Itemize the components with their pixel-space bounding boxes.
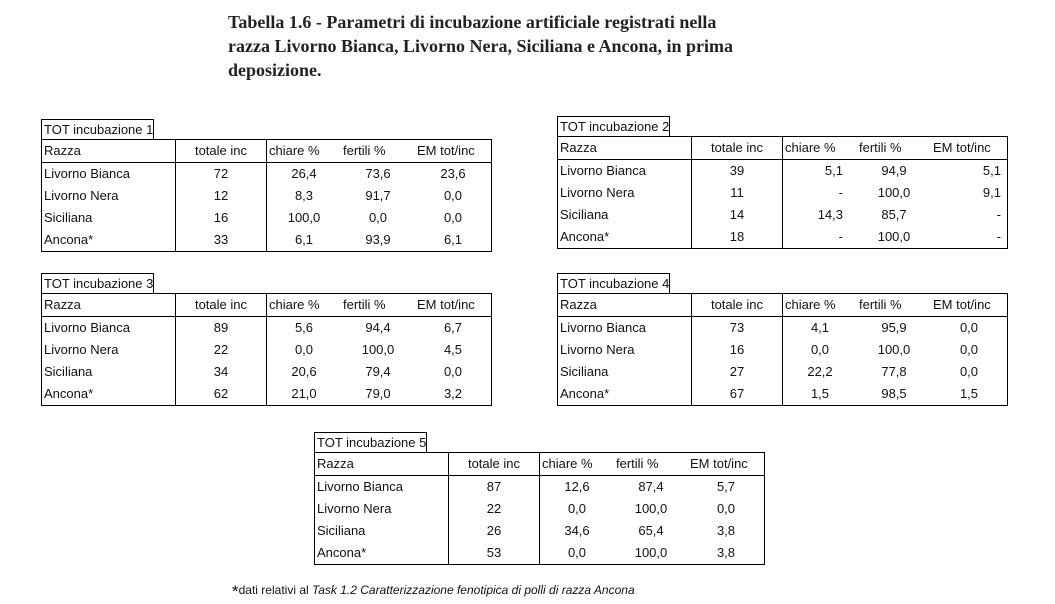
header-em: EM tot/inc	[933, 140, 991, 155]
table-label: TOT incubazione 4	[557, 273, 670, 293]
table-row	[42, 383, 491, 405]
cell-em: 6,7	[443, 320, 463, 335]
table-row	[42, 361, 491, 383]
cell-totale-inc: 26	[448, 520, 540, 542]
cell-fertili: 100,0	[877, 185, 911, 200]
cell-chiare: -	[838, 229, 843, 244]
cell-fertili: 0,0	[368, 210, 388, 225]
cell-chiare: 100,0	[287, 210, 321, 225]
cell-em: 0,0	[959, 364, 979, 379]
cell-razza: Ancona*	[560, 229, 610, 244]
cell-chiare: 12,6	[564, 479, 590, 494]
cell-totale-inc: 27	[691, 361, 783, 383]
cell-em: 0,0	[959, 320, 979, 335]
title-line-3: deposizione.	[228, 60, 322, 80]
cell-totale-inc: 53	[448, 542, 540, 564]
incubation-table-4	[557, 273, 1008, 406]
cell-razza: Livorno Nera	[44, 342, 119, 357]
cell-totale-inc: 11	[691, 182, 783, 204]
incubation-table-2	[557, 116, 1008, 249]
table-label: TOT incubazione 1	[41, 119, 154, 139]
header-fertili: fertili %	[343, 143, 386, 158]
header-chiare: chiare %	[542, 456, 593, 471]
cell-em: 5,7	[716, 479, 736, 494]
table-row	[315, 542, 764, 564]
table-row	[558, 204, 1007, 226]
incubation-table-5	[314, 432, 765, 565]
cell-fertili: 85,7	[881, 207, 907, 222]
table-row	[42, 317, 491, 339]
header-chiare: chiare %	[269, 297, 320, 312]
table-grid	[314, 452, 765, 565]
header-totale-inc: totale inc	[175, 294, 267, 316]
footnote-italic: Task 1.2 Caratterizzazione fenotipica di polli di razza Ancona	[312, 583, 635, 597]
header-totale-inc: totale inc	[448, 453, 540, 475]
cell-chiare: 0,0	[567, 545, 587, 560]
cell-em: 4,5	[443, 342, 463, 357]
table-label: TOT incubazione 3	[41, 273, 154, 293]
cell-chiare: 1,5	[810, 386, 830, 401]
header-fertili: fertili %	[616, 456, 659, 471]
cell-em: 0,0	[443, 210, 463, 225]
cell-totale-inc: 87	[448, 476, 540, 498]
cell-chiare: 5,1	[824, 163, 843, 178]
header-em: EM tot/inc	[417, 297, 475, 312]
cell-totale-inc: 67	[691, 383, 783, 405]
footnote-asterisk: *	[232, 582, 239, 601]
title-line-1: Tabella 1.6 - Parametri di incubazione artificiale registrati nella	[228, 12, 717, 32]
header-em: EM tot/inc	[933, 297, 991, 312]
cell-em: 0,0	[716, 501, 736, 516]
cell-chiare: 21,0	[291, 386, 317, 401]
cell-fertili: 100,0	[634, 501, 668, 516]
cell-totale-inc: 16	[691, 339, 783, 361]
cell-fertili: 91,7	[365, 188, 391, 203]
cell-fertili: 77,8	[881, 364, 907, 379]
table-label: TOT incubazione 5	[314, 432, 427, 452]
header-razza: Razza	[44, 143, 81, 158]
cell-totale-inc: 12	[175, 185, 267, 207]
footnote	[232, 582, 635, 602]
cell-em: 3,8	[716, 523, 736, 538]
cell-em: 1,5	[959, 386, 979, 401]
cell-em: 0,0	[443, 188, 463, 203]
header-totale-inc: totale inc	[691, 137, 783, 159]
table-header-row	[558, 294, 1007, 317]
table-header-row	[42, 140, 491, 163]
cell-razza: Livorno Nera	[44, 188, 119, 203]
cell-chiare: 0,0	[294, 342, 314, 357]
table-grid	[557, 136, 1008, 249]
cell-fertili: 98,5	[881, 386, 907, 401]
cell-fertili: 100,0	[634, 545, 668, 560]
cell-razza: Livorno Bianca	[44, 320, 130, 335]
cell-fertili: 87,4	[638, 479, 664, 494]
cell-chiare: 6,1	[294, 232, 314, 247]
cell-totale-inc: 89	[175, 317, 267, 339]
table-row	[315, 498, 764, 520]
cell-em: 0,0	[959, 342, 979, 357]
cell-totale-inc: 34	[175, 361, 267, 383]
table-row	[42, 339, 491, 361]
table-label: TOT incubazione 2	[557, 116, 670, 136]
cell-em: 3,8	[716, 545, 736, 560]
header-chiare: chiare %	[269, 143, 320, 158]
cell-fertili: 65,4	[638, 523, 664, 538]
table-grid	[41, 139, 492, 252]
cell-chiare: -	[838, 185, 843, 200]
table-grid	[41, 293, 492, 406]
header-razza: Razza	[44, 297, 81, 312]
table-row	[42, 185, 491, 207]
cell-fertili: 79,4	[365, 364, 391, 379]
cell-totale-inc: 33	[175, 229, 267, 251]
cell-razza: Livorno Bianca	[560, 320, 646, 335]
cell-totale-inc: 72	[175, 163, 267, 185]
document-title	[228, 10, 828, 82]
header-totale-inc: totale inc	[691, 294, 783, 316]
cell-chiare: 0,0	[810, 342, 830, 357]
cell-razza: Livorno Nera	[317, 501, 392, 516]
cell-fertili: 73,6	[365, 166, 391, 181]
header-chiare: chiare %	[785, 140, 836, 155]
header-razza: Razza	[560, 140, 597, 155]
incubation-table-3	[41, 273, 492, 406]
cell-razza: Livorno Bianca	[317, 479, 403, 494]
cell-fertili: 94,9	[881, 163, 907, 178]
cell-totale-inc: 16	[175, 207, 267, 229]
header-em: EM tot/inc	[417, 143, 475, 158]
cell-totale-inc: 22	[175, 339, 267, 361]
table-header-row	[315, 453, 764, 476]
cell-fertili: 100,0	[361, 342, 395, 357]
table-row	[558, 160, 1007, 182]
table-row	[42, 163, 491, 185]
table-header-row	[558, 137, 1007, 160]
cell-em: 0,0	[443, 364, 463, 379]
table-row	[558, 383, 1007, 405]
cell-chiare: 34,6	[564, 523, 590, 538]
header-chiare: chiare %	[785, 297, 836, 312]
cell-em: 6,1	[443, 232, 463, 247]
table-row	[558, 339, 1007, 361]
header-em: EM tot/inc	[690, 456, 748, 471]
cell-fertili: 100,0	[877, 342, 911, 357]
cell-totale-inc: 14	[691, 204, 783, 226]
cell-em: -	[996, 207, 1001, 222]
cell-chiare: 26,4	[291, 166, 317, 181]
cell-chiare: 0,0	[567, 501, 587, 516]
cell-fertili: 94,4	[365, 320, 391, 335]
header-totale-inc: totale inc	[175, 140, 267, 162]
table-row	[315, 476, 764, 498]
cell-totale-inc: 22	[448, 498, 540, 520]
cell-razza: Ancona*	[560, 386, 610, 401]
cell-razza: Ancona*	[44, 386, 94, 401]
cell-chiare: 22,2	[807, 364, 833, 379]
cell-totale-inc: 18	[691, 226, 783, 248]
cell-fertili: 79,0	[365, 386, 391, 401]
header-fertili: fertili %	[859, 297, 902, 312]
cell-em: 3,2	[443, 386, 463, 401]
table-row	[42, 207, 491, 229]
cell-razza: Siciliana	[44, 364, 93, 379]
cell-totale-inc: 73	[691, 317, 783, 339]
header-fertili: fertili %	[859, 140, 902, 155]
table-row	[558, 226, 1007, 248]
incubation-table-1	[41, 119, 492, 252]
cell-em: 5,1	[982, 163, 1001, 178]
cell-totale-inc: 62	[175, 383, 267, 405]
cell-chiare: 8,3	[294, 188, 314, 203]
header-razza: Razza	[317, 456, 354, 471]
footnote-text: dati relativi al	[238, 583, 312, 597]
cell-razza: Siciliana	[317, 523, 366, 538]
cell-razza: Livorno Bianca	[44, 166, 130, 181]
cell-em: -	[996, 229, 1001, 244]
cell-totale-inc: 39	[691, 160, 783, 182]
cell-em: 23,6	[440, 166, 466, 181]
cell-razza: Livorno Bianca	[560, 163, 646, 178]
cell-razza: Ancona*	[317, 545, 367, 560]
table-row	[315, 520, 764, 542]
table-header-row	[42, 294, 491, 317]
cell-fertili: 100,0	[877, 229, 911, 244]
table-row	[42, 229, 491, 251]
cell-razza: Ancona*	[44, 232, 94, 247]
cell-chiare: 4,1	[810, 320, 830, 335]
cell-chiare: 5,6	[294, 320, 314, 335]
cell-em: 9,1	[982, 185, 1001, 200]
title-line-2: razza Livorno Bianca, Livorno Nera, Siciliana e Ancona, in prima	[228, 36, 733, 56]
table-row	[558, 317, 1007, 339]
table-grid	[557, 293, 1008, 406]
cell-razza: Siciliana	[560, 364, 609, 379]
table-row	[558, 361, 1007, 383]
cell-fertili: 95,9	[881, 320, 907, 335]
header-fertili: fertili %	[343, 297, 386, 312]
cell-chiare: 20,6	[291, 364, 317, 379]
table-row	[558, 182, 1007, 204]
cell-razza: Siciliana	[44, 210, 93, 225]
header-razza: Razza	[560, 297, 597, 312]
cell-razza: Siciliana	[560, 207, 609, 222]
cell-chiare: 14,3	[817, 207, 843, 222]
cell-razza: Livorno Nera	[560, 185, 635, 200]
cell-razza: Livorno Nera	[560, 342, 635, 357]
cell-fertili: 93,9	[365, 232, 391, 247]
